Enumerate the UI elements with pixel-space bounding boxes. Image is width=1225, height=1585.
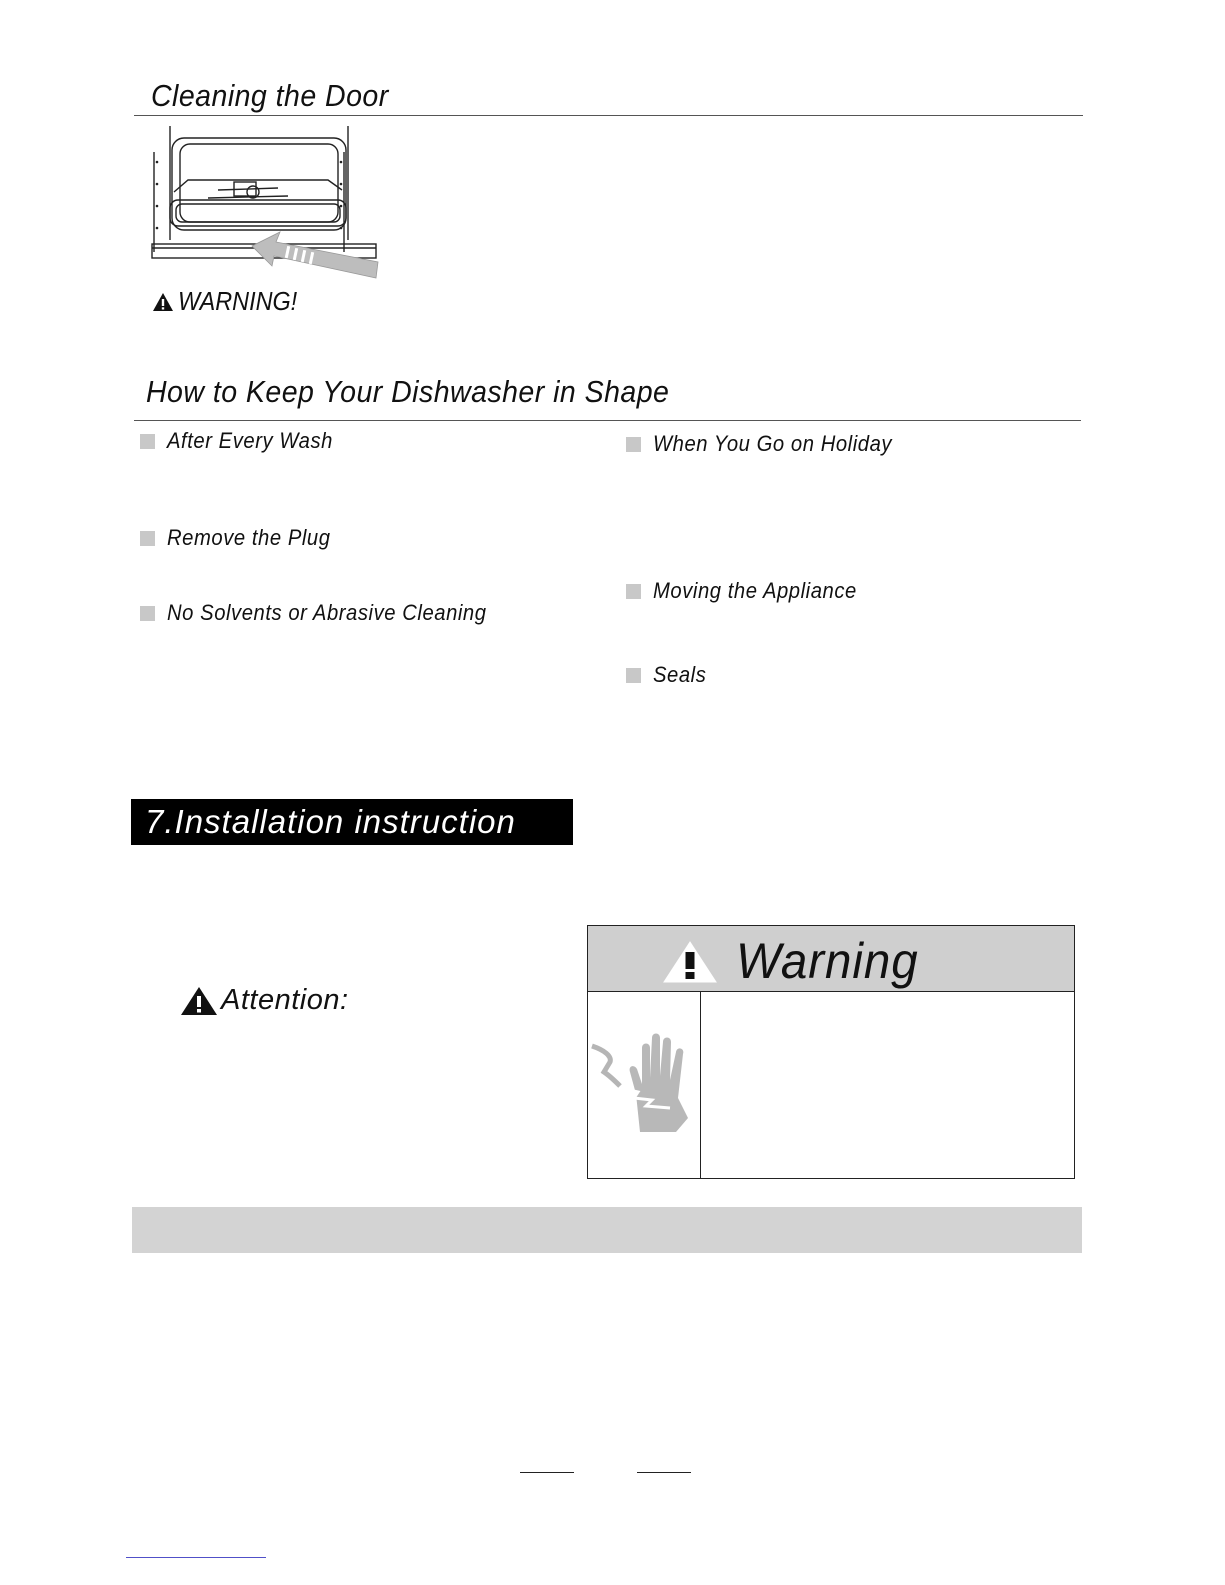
bullet-square (626, 668, 641, 683)
warning-box-text-area (701, 992, 1074, 1178)
list-item-holiday (626, 431, 913, 457)
warning-triangle-icon (152, 292, 174, 312)
bullet-square (140, 531, 155, 546)
bullet-square (140, 606, 155, 621)
list-item-label: Seals (653, 662, 707, 687)
installation-section-banner (131, 799, 573, 845)
list-item-remove-the-plug (140, 525, 345, 551)
section-title-keep-in-shape: How to Keep Your Dishwasher in Shape (146, 374, 670, 409)
section-rule-keep-in-shape (134, 420, 1081, 421)
gray-section-band (132, 1207, 1082, 1253)
attention-note (180, 984, 349, 1017)
installation-banner-label: 7.Installation instruction (145, 803, 516, 840)
section-title-cleaning-door: Cleaning the Door (151, 78, 389, 113)
list-item-seals (626, 662, 711, 688)
list-item-label: After Every Wash (167, 428, 333, 453)
list-item-label: Moving the Appliance (653, 578, 857, 603)
warning-box-icon-cell (588, 992, 701, 1178)
list-item-label: When You Go on Holiday (653, 431, 893, 456)
warning-box-title: Warning (736, 933, 919, 989)
list-item-no-solvents (140, 600, 514, 626)
warning-label: WARNING! (178, 286, 298, 316)
bullet-square (626, 584, 641, 599)
list-item-after-every-wash (140, 428, 347, 454)
cleaning-door-warning (152, 286, 310, 317)
section-rule-cleaning-door (134, 115, 1083, 116)
list-item-label: Remove the Plug (167, 525, 331, 550)
attention-label: Attention: (221, 984, 349, 1016)
electric-shock-hand-icon (590, 1032, 698, 1136)
dishwasher-door-illustration (148, 122, 383, 282)
footer-link-underline (126, 1557, 266, 1558)
warning-box-header (588, 926, 1074, 992)
warning-box (587, 925, 1075, 1179)
page-number-rule-left (520, 1472, 574, 1473)
list-item-label: No Solvents or Abrasive Cleaning (167, 600, 487, 625)
page-number-rule-right (637, 1472, 691, 1473)
list-item-moving-appliance (626, 578, 875, 604)
warning-triangle-icon (180, 986, 218, 1016)
bullet-square (626, 437, 641, 452)
warning-triangle-icon (662, 940, 718, 984)
bullet-square (140, 434, 155, 449)
